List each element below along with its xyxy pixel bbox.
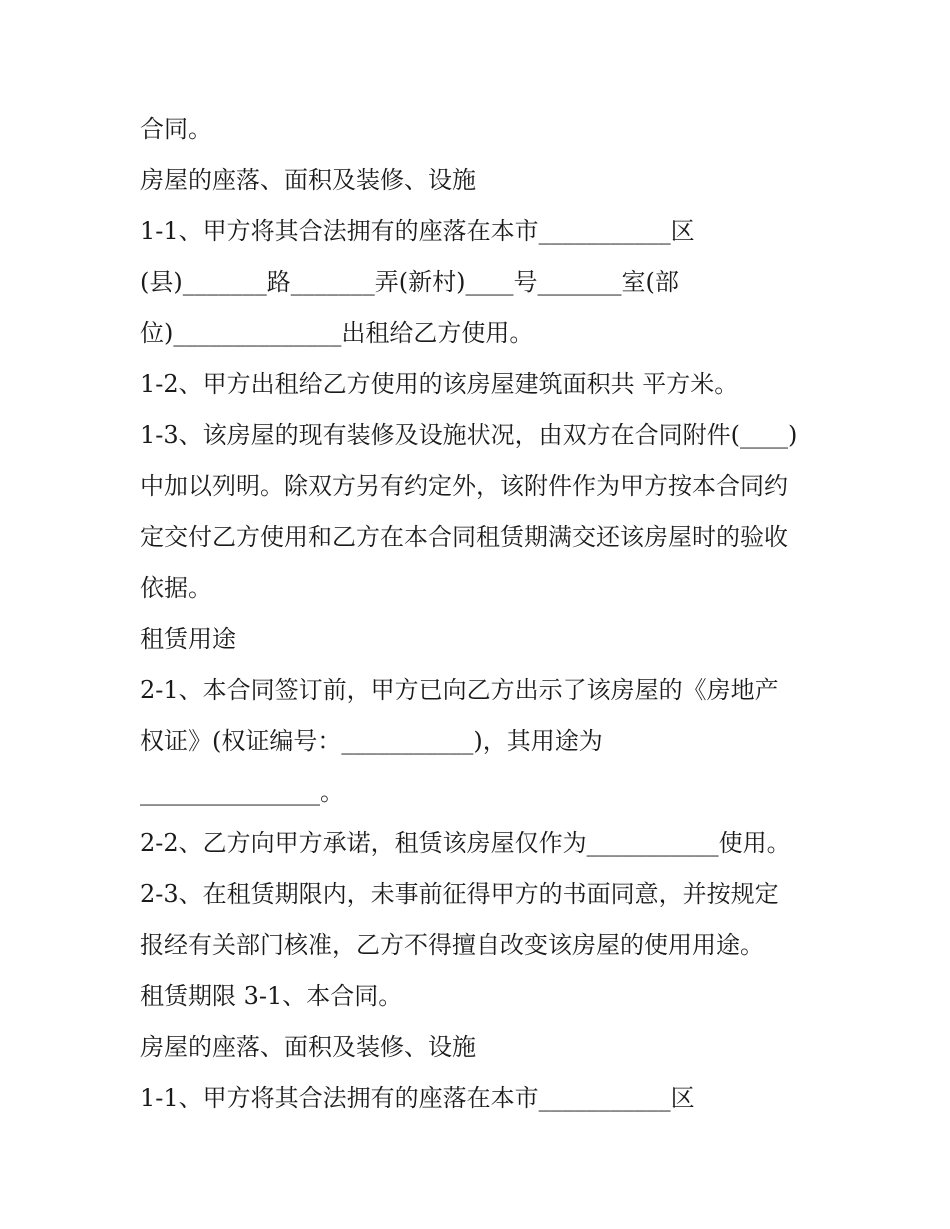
text-line: 位)______________出租给乙方使用。: [140, 319, 534, 347]
text-line: 1-1、甲方将其合法拥有的座落在本市___________区: [140, 1084, 695, 1112]
text-line: 1-1、甲方将其合法拥有的座落在本市___________区: [140, 217, 695, 245]
document-body: [140, 104, 830, 1124]
section-heading: 房屋的座落、面积及装修、设施: [140, 166, 476, 194]
text-line: 2-3、在租赁期限内，未事前征得甲方的书面同意，并按规定: [140, 880, 779, 908]
text-line: 定交付乙方使用和乙方在本合同租赁期满交还该房屋时的验收: [140, 523, 788, 551]
text-line: 2-2、乙方向甲方承诺，租赁该房屋仅作为___________使用。: [140, 829, 791, 857]
text-line: _______________。: [140, 778, 344, 806]
text-line: 合同。: [140, 115, 212, 143]
text-line: 1-3、该房屋的现有装修及设施状况，由双方在合同附件(____): [140, 421, 798, 449]
text-line: 租赁期限 3-1、本合同。: [140, 982, 403, 1010]
text-line: 报经有关部门核准，乙方不得擅自改变该房屋的使用用途。: [140, 931, 764, 959]
section-heading: 租赁用途: [140, 625, 236, 653]
text-line: 中加以列明。除双方另有约定外，该附件作为甲方按本合同约: [140, 472, 788, 500]
text-line: 2-1、本合同签订前，甲方已向乙方出示了该房屋的《房地产: [140, 676, 779, 704]
text-line: 1-2、甲方出租给乙方使用的该房屋建筑面积共 平方米。: [140, 370, 739, 398]
section-heading: 房屋的座落、面积及装修、设施: [140, 1033, 476, 1061]
text-line: 依据。: [140, 574, 212, 602]
text-line: 权证》(权证编号：___________)，其用途为: [140, 727, 603, 755]
text-line: (县)_______路_______弄(新村)____号_______室(部: [140, 268, 679, 296]
